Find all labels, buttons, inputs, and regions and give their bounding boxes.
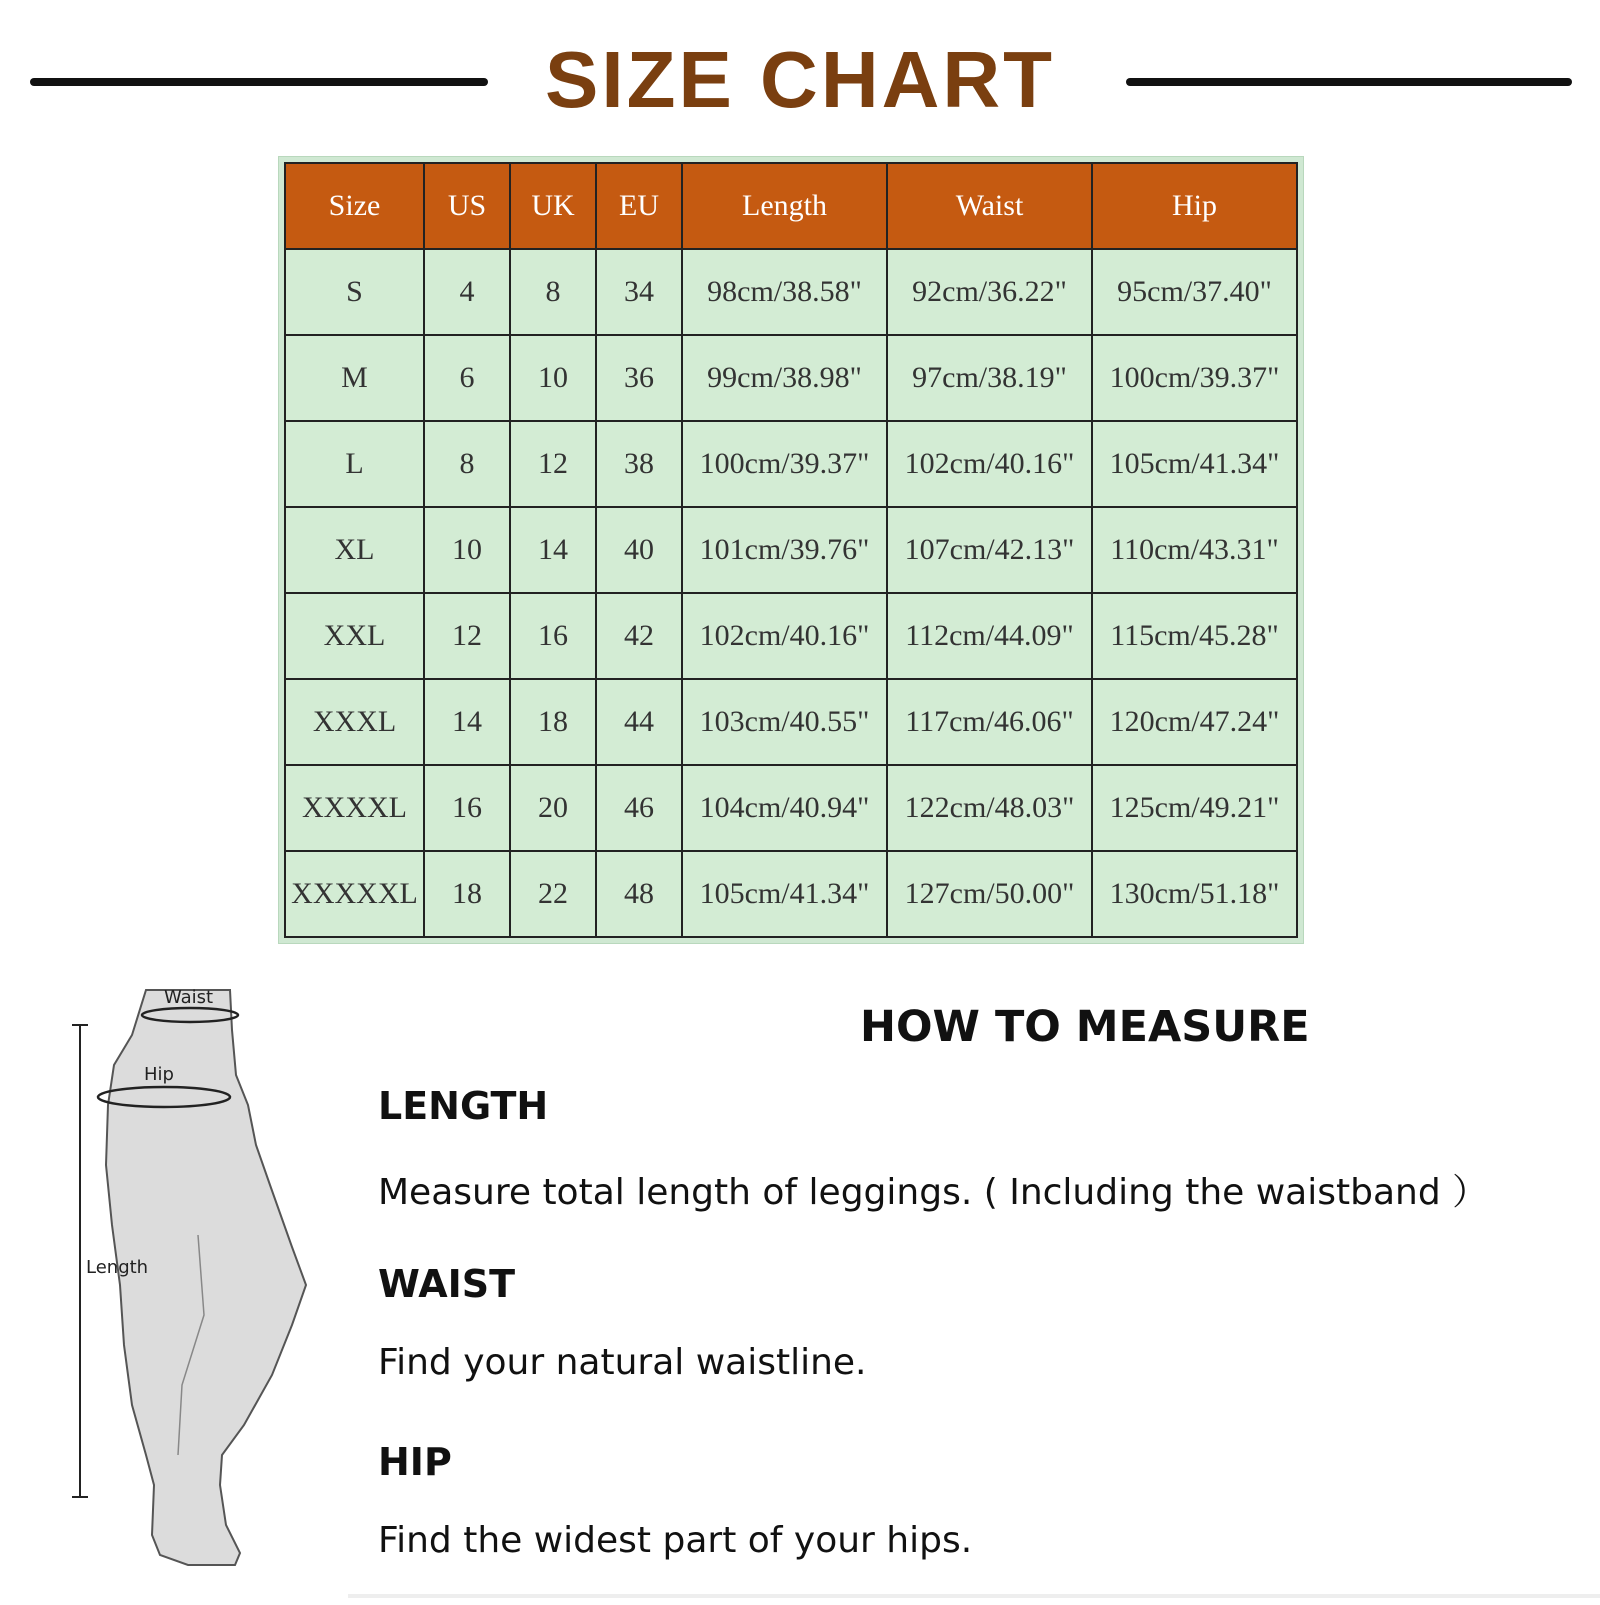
cell-us: 8 [424,421,510,507]
page-title: SIZE CHART [545,35,1055,124]
table-row [285,593,1297,679]
header-hip: Hip [1092,163,1297,249]
cell-size: L [285,421,424,507]
cell-size: XXXXL [285,765,424,851]
cell-length: 104cm/40.94" [682,765,887,851]
table-header-row [285,163,1297,249]
cell-hip: 95cm/37.40" [1092,249,1297,335]
header-uk: UK [510,163,596,249]
table-row [285,679,1297,765]
cell-uk: 18 [510,679,596,765]
length-heading: LENGTH [378,1084,549,1128]
cell-size: XL [285,507,424,593]
table-row [285,249,1297,335]
cell-eu: 46 [596,765,682,851]
cell-uk: 14 [510,507,596,593]
cell-length: 103cm/40.55" [682,679,887,765]
header-eu: EU [596,163,682,249]
cell-waist: 102cm/40.16" [887,421,1092,507]
cell-uk: 12 [510,421,596,507]
cell-us: 6 [424,335,510,421]
cell-length: 101cm/39.76" [682,507,887,593]
cell-eu: 42 [596,593,682,679]
cell-eu: 48 [596,851,682,937]
cell-waist: 117cm/46.06" [887,679,1092,765]
cell-uk: 10 [510,335,596,421]
hip-heading: HIP [378,1440,452,1484]
cell-size: M [285,335,424,421]
cell-hip: 100cm/39.37" [1092,335,1297,421]
cell-hip: 105cm/41.34" [1092,421,1297,507]
cell-hip: 115cm/45.28" [1092,593,1297,679]
table-row [285,851,1297,937]
cell-eu: 44 [596,679,682,765]
leggings-illustration [60,985,340,1600]
cell-waist: 112cm/44.09" [887,593,1092,679]
table-row [285,507,1297,593]
cell-us: 4 [424,249,510,335]
cell-eu: 36 [596,335,682,421]
cell-us: 16 [424,765,510,851]
cell-waist: 122cm/48.03" [887,765,1092,851]
hip-instruction: Find the widest part of your hips. [378,1520,973,1561]
cell-size: XXL [285,593,424,679]
cell-size: S [285,249,424,335]
cell-waist: 92cm/36.22" [887,249,1092,335]
cell-waist: 127cm/50.00" [887,851,1092,937]
size-chart-table-frame [278,156,1304,944]
title-rule-right [1126,78,1572,86]
cell-us: 10 [424,507,510,593]
cell-size: XXXXXL [285,851,424,937]
cell-length: 105cm/41.34" [682,851,887,937]
cell-length: 99cm/38.98" [682,335,887,421]
length-instruction: Measure total length of leggings. ( Including the waistband ） [378,1172,1489,1213]
cell-length: 102cm/40.16" [682,593,887,679]
cell-uk: 8 [510,249,596,335]
length-label: Length [86,1257,149,1278]
bottom-divider [348,1594,1600,1598]
cell-hip: 110cm/43.31" [1092,507,1297,593]
size-chart-table [284,162,1298,938]
how-to-measure-title: HOW TO MEASURE [860,1002,1310,1052]
cell-us: 14 [424,679,510,765]
cell-us: 18 [424,851,510,937]
cell-hip: 130cm/51.18" [1092,851,1297,937]
cell-uk: 20 [510,765,596,851]
cell-length: 100cm/39.37" [682,421,887,507]
leggings-figure [60,985,340,1600]
cell-hip: 125cm/49.21" [1092,765,1297,851]
cell-waist: 97cm/38.19" [887,335,1092,421]
waist-instruction: Find your natural waistline. [378,1342,867,1383]
table-row [285,421,1297,507]
cell-waist: 107cm/42.13" [887,507,1092,593]
table-row [285,335,1297,421]
cell-us: 12 [424,593,510,679]
cell-eu: 34 [596,249,682,335]
header-size: Size [285,163,424,249]
cell-eu: 40 [596,507,682,593]
table-row [285,765,1297,851]
cell-hip: 120cm/47.24" [1092,679,1297,765]
header-waist: Waist [887,163,1092,249]
header-length: Length [682,163,887,249]
cell-length: 98cm/38.58" [682,249,887,335]
header-us: US [424,163,510,249]
hip-label: Hip [144,1064,174,1085]
cell-uk: 16 [510,593,596,679]
cell-size: XXXL [285,679,424,765]
cell-uk: 22 [510,851,596,937]
waist-heading: WAIST [378,1262,516,1306]
waist-label: Waist [164,987,214,1008]
cell-eu: 38 [596,421,682,507]
